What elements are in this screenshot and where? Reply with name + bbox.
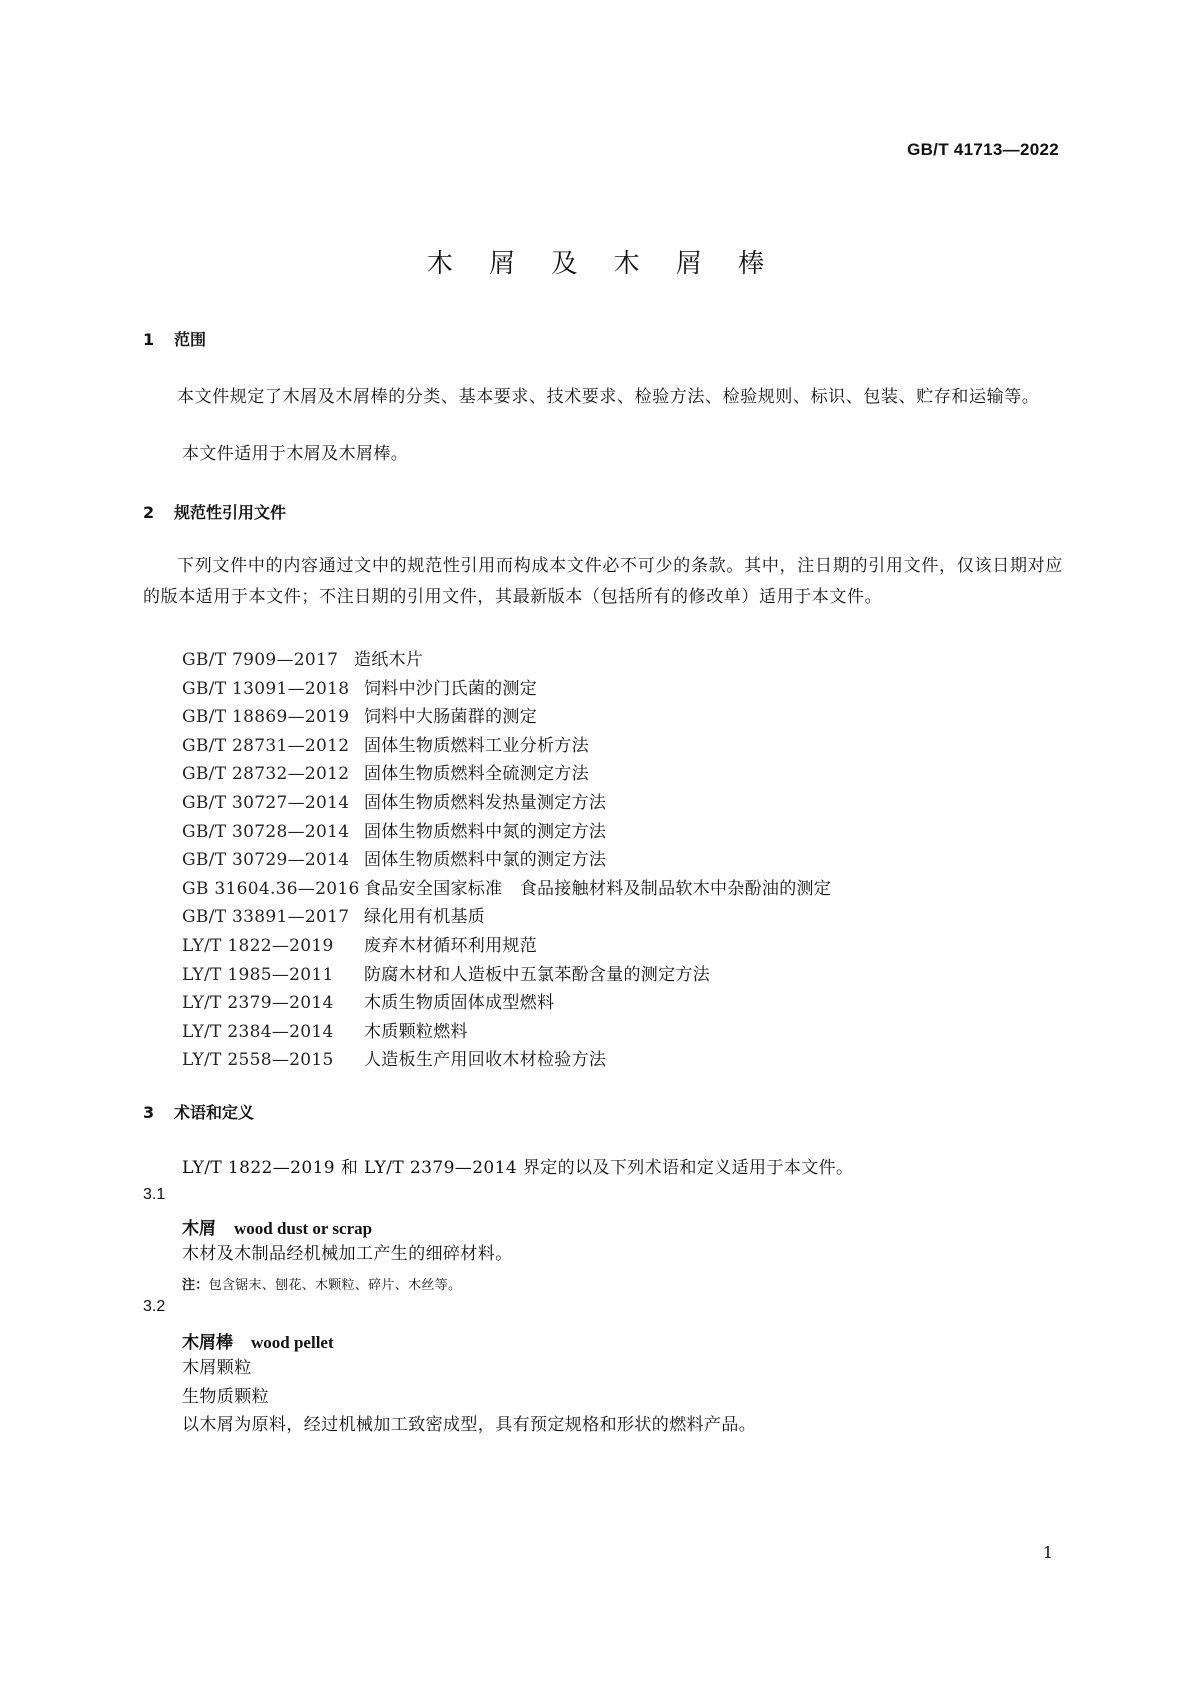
reference-code: GB/T 28731—2012	[182, 736, 350, 756]
reference-title: 固体生物质燃料发热量测定方法	[364, 793, 607, 813]
section-3-heading	[143, 1100, 254, 1123]
reference-title: 木质生物质固体成型燃料	[364, 993, 555, 1013]
reference-code: GB 31604.36—2016	[182, 879, 360, 899]
reference-code: GB/T 30727—2014	[182, 793, 350, 813]
section-title: 范围	[174, 330, 207, 349]
term-number: 3.1	[143, 1186, 166, 1203]
reference-item	[182, 817, 606, 842]
term-definition: 以木屑为原料，经过机械加工致密成型，具有预定规格和形状的燃料产品。	[182, 1415, 757, 1435]
term-chinese: 木屑棒	[182, 1333, 233, 1353]
reference-code: LY/T 2379—2014	[182, 993, 334, 1013]
document-title: 木 屑 及 木 屑 棒	[426, 249, 779, 279]
references-intro: 下列文件中的内容通过文中的规范性引用而构成本文件必不可少的条款。其中，注日期的引用文件，仅该日期对应的版本适用于本文件；不注日期的引用文件，其最新版本（包括所有的修改单）适用于本文件。	[143, 556, 1063, 607]
scope-paragraph: 本文件规定了木屑及木屑棒的分类、基本要求、技术要求、检验方法、检验规则、标识、包装、贮存和运输等。	[177, 387, 1040, 407]
standard-code: GB/T 41713—2022	[907, 140, 1059, 159]
reference-item	[182, 988, 554, 1013]
reference-code: GB/T 13091—2018	[182, 679, 350, 699]
term-chinese: 木屑	[182, 1219, 216, 1239]
section-title: 规范性引用文件	[174, 503, 287, 522]
section-number: 1	[143, 330, 155, 349]
reference-title: 固体生物质燃料全硫测定方法	[364, 764, 589, 784]
reference-title: 木质颗粒燃料	[364, 1022, 468, 1042]
reference-title: 造纸木片	[354, 650, 424, 670]
section-2-heading	[143, 500, 286, 523]
reference-item	[182, 1045, 606, 1070]
term-note	[182, 1274, 461, 1293]
section-1-heading	[143, 327, 206, 350]
reference-code: GB/T 30728—2014	[182, 822, 350, 842]
reference-title: 食品安全国家标准 食品接触材料及制品软木中杂酚油的测定	[364, 879, 832, 899]
term-synonym: 木屑颗粒	[182, 1358, 252, 1378]
reference-code: GB/T 7909—2017	[182, 650, 339, 670]
reference-item	[182, 674, 537, 699]
reference-item	[182, 788, 606, 813]
reference-code: GB/T 28732—2012	[182, 764, 350, 784]
reference-code: LY/T 2558—2015	[182, 1050, 334, 1070]
term-number: 3.2	[143, 1298, 166, 1315]
reference-title: 绿化用有机基质	[364, 907, 486, 927]
reference-title: 防腐木材和人造板中五氯苯酚含量的测定方法	[364, 965, 710, 985]
term-english: wood dust or scrap	[234, 1219, 373, 1238]
term-synonym: 生物质颗粒	[182, 1387, 269, 1407]
reference-code: GB/T 18869—2019	[182, 707, 350, 727]
section-title: 术语和定义	[174, 1103, 255, 1122]
reference-title: 固体生物质燃料中氮的测定方法	[364, 822, 607, 842]
page-number: 1	[1042, 1543, 1053, 1562]
reference-item	[182, 759, 589, 784]
reference-title: 人造板生产用回收木材检验方法	[364, 1050, 607, 1070]
reference-item	[182, 1017, 468, 1042]
reference-item	[182, 845, 606, 870]
note-text: 包含锯末、刨花、木颗粒、碎片、木丝等。	[208, 1278, 462, 1293]
reference-title: 饲料中沙门氏菌的测定	[364, 679, 537, 699]
section-number: 3	[143, 1103, 155, 1122]
term-definition: 木材及木制品经机械加工产生的细碎材料。	[182, 1244, 513, 1264]
reference-title: 固体生物质燃料中氯的测定方法	[364, 850, 607, 870]
section-number: 2	[143, 503, 155, 522]
note-label: 注：	[182, 1278, 209, 1293]
reference-title: 固体生物质燃料工业分析方法	[364, 736, 589, 756]
reference-code: LY/T 2384—2014	[182, 1022, 334, 1042]
reference-item	[182, 731, 589, 756]
reference-item	[182, 931, 537, 956]
reference-title: 废弃木材循环利用规范	[364, 936, 537, 956]
reference-item	[182, 645, 423, 670]
term-heading	[182, 1214, 372, 1239]
reference-item	[182, 874, 831, 899]
reference-code: GB/T 33891—2017	[182, 907, 350, 927]
term-english: wood pellet	[251, 1333, 334, 1352]
reference-title: 饲料中大肠菌群的测定	[364, 707, 537, 727]
reference-code: LY/T 1822—2019	[182, 936, 334, 956]
reference-item	[182, 902, 485, 927]
term-heading	[182, 1328, 334, 1353]
reference-item	[182, 702, 537, 727]
reference-item	[182, 960, 710, 985]
reference-code: GB/T 30729—2014	[182, 850, 350, 870]
terms-intro: LY/T 1822—2019 和 LY/T 2379—2014 界定的以及下列术语和定义适用于本文件。	[182, 1158, 854, 1178]
reference-code: LY/T 1985—2011	[182, 965, 334, 985]
scope-applicability: 本文件适用于木屑及木屑棒。	[182, 444, 409, 464]
